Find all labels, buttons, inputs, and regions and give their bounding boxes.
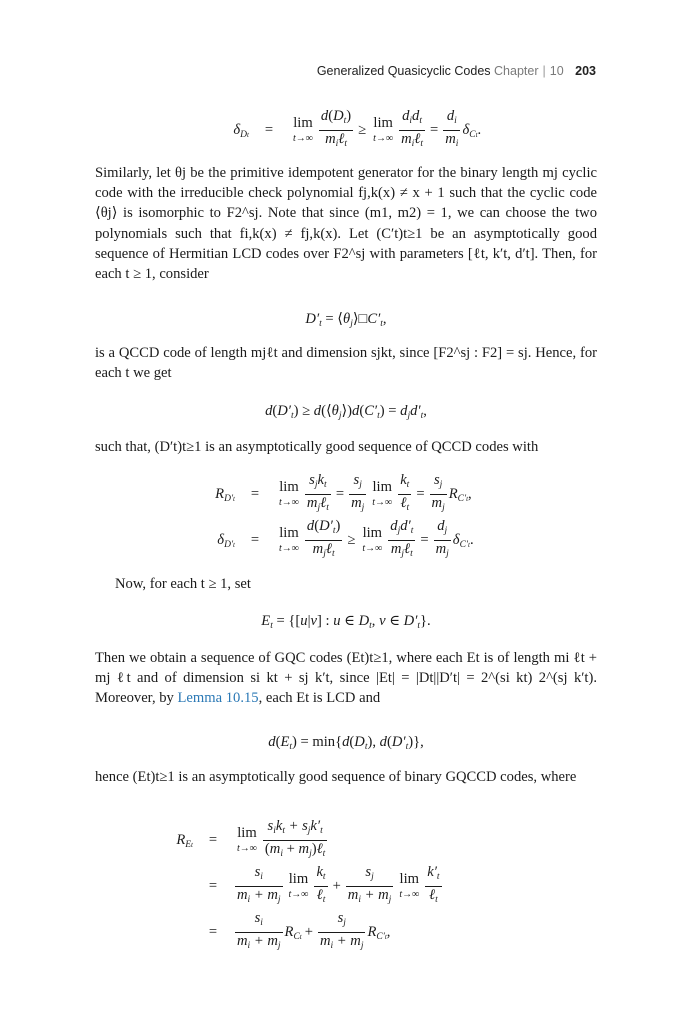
paragraph-1: [95, 163, 597, 284]
lemma-link[interactable]: Lemma 10.15: [177, 690, 259, 707]
equation-d-D-prime: $d(D'_t)$ ≥ $d(⟨\theta_j⟩)d(C'_t) = d_jd'_t$,: [265, 403, 427, 421]
equation-rate-Et-line3: = $\frac{s_i}{m_i + m_j}$ $R_{Ct}$ + $\frac{s_j}{m_i + m_j}$ $R_{C't}$ ,: [208, 910, 391, 951]
header-title: Generalized Quasicyclic Codes: [316, 64, 491, 78]
header-separator: |: [542, 64, 546, 78]
equation-rate-D-prime: $R_{D't}$ = lim t→∞ $\frac{s_jk_t}{m_j\ell_t}$ = $\frac{s_j}{m_j}$ lim t→∞ $\frac{k_t}{\ell_t}$ = $\frac{s_j}{m_j}$ $R_{C't}$ ,: [215, 472, 472, 513]
paragraph-4-text: Now, for each t ≥ 1, set: [115, 576, 251, 592]
paragraph-5: [95, 648, 597, 709]
paragraph-1-text: Similarly, let θj be the primitive idempotent generator for the binary length mj cyclic code with the irreducible check polynomial fj,k(x) ≠ x + 1 such that the cyclic code ⟨θj⟩ is isomorphic to F2^sj. Note that since (m1, m2) = 1, we can choose the two polynomials such that fi,k(x) ≠ fj,k(x). Let (C′t)t≥1 be an asymptotically good sequence of Hermitian LCD codes over F2^sj with parameters [ℓt, k′t, d′t]. Then, for each t ≥ 1, consider: [95, 165, 597, 283]
equation-d-Et: $d(E_t) = \min\{d(D_t)$, $d(D'_t)$},: [268, 734, 424, 752]
paragraph-5-tail: , each Et is LCD and: [258, 690, 381, 707]
equation-delta-Dt: $\delta_{Dt}$ = lim t→∞ $\frac{d(D_t)}{m_i\ell_t}$ ≥ lim t→∞ $\frac{d_id_t}{m_i\ell_t}$ = $\frac{d_i}{m_i}$ $\delta_{Ct}$ .: [233, 108, 482, 149]
paragraph-4: [115, 574, 595, 594]
paragraph-6: [95, 767, 597, 787]
paragraph-2-text: is a QCCD code of length mjℓt and dimension sjkt, since [F2^sj : F2] = sj. Hence, for each t we get: [95, 345, 597, 382]
equation-D-prime-def: $D'_t$ = $⟨\theta_j⟩□C'_t$,: [305, 311, 387, 329]
paragraph-3-text: such that, (D′t)t≥1 is an asymptotically good sequence of QCCD codes with: [95, 439, 539, 455]
equation-rate-Et-line2: = $\frac{s_i}{m_i + m_j}$ lim t→∞ $\frac{k_t}{\ell_t}$ + $\frac{s_j}{m_i + m_j}$ lim t→∞ $\frac{k'_t}{\ell_t}$: [208, 864, 440, 905]
equation-delta-D-prime: $\delta_{D't}$ = lim t→∞ $\frac{d(D'_t)}{m_j\ell_t}$ ≥ lim t→∞ $\frac{d_jd'_t}{m_j\ell_t}$ = $\frac{d_j}{m_j}$ $\delta_{C't}$ .: [217, 518, 474, 559]
equation-rate-Et-line1: $R_{Et}$ = lim t→∞ $\frac{s_ik_t + s_jk'_t}{(m_i + m_j)\ell_t}$: [176, 818, 326, 859]
paragraph-3: [95, 437, 597, 457]
header-chapter-number: 10: [549, 64, 564, 78]
equation-Et-def: $E_t = \{[u|v]$ : u ∈ $D_t$, v ∈ $D'_t$}.: [261, 613, 431, 631]
paragraph-6-text: hence (Et)t≥1 is an asymptotically good sequence of binary GQCCD codes, where: [95, 769, 577, 785]
paragraph-2: [95, 343, 597, 383]
header-chapter-label: Chapter: [494, 64, 539, 78]
running-header: [317, 64, 596, 78]
page-number: 203: [575, 64, 596, 78]
paragraph-5-text: Then we obtain a sequence of GQC codes (Et)t≥1, where each Et is of length mi ℓt + mj ℓt and of dimension si kt + sj k′t, since |Et| = |Dt||D′t| = 2^(si kt) 2^(sj k′t). Moreover, by: [95, 650, 597, 707]
